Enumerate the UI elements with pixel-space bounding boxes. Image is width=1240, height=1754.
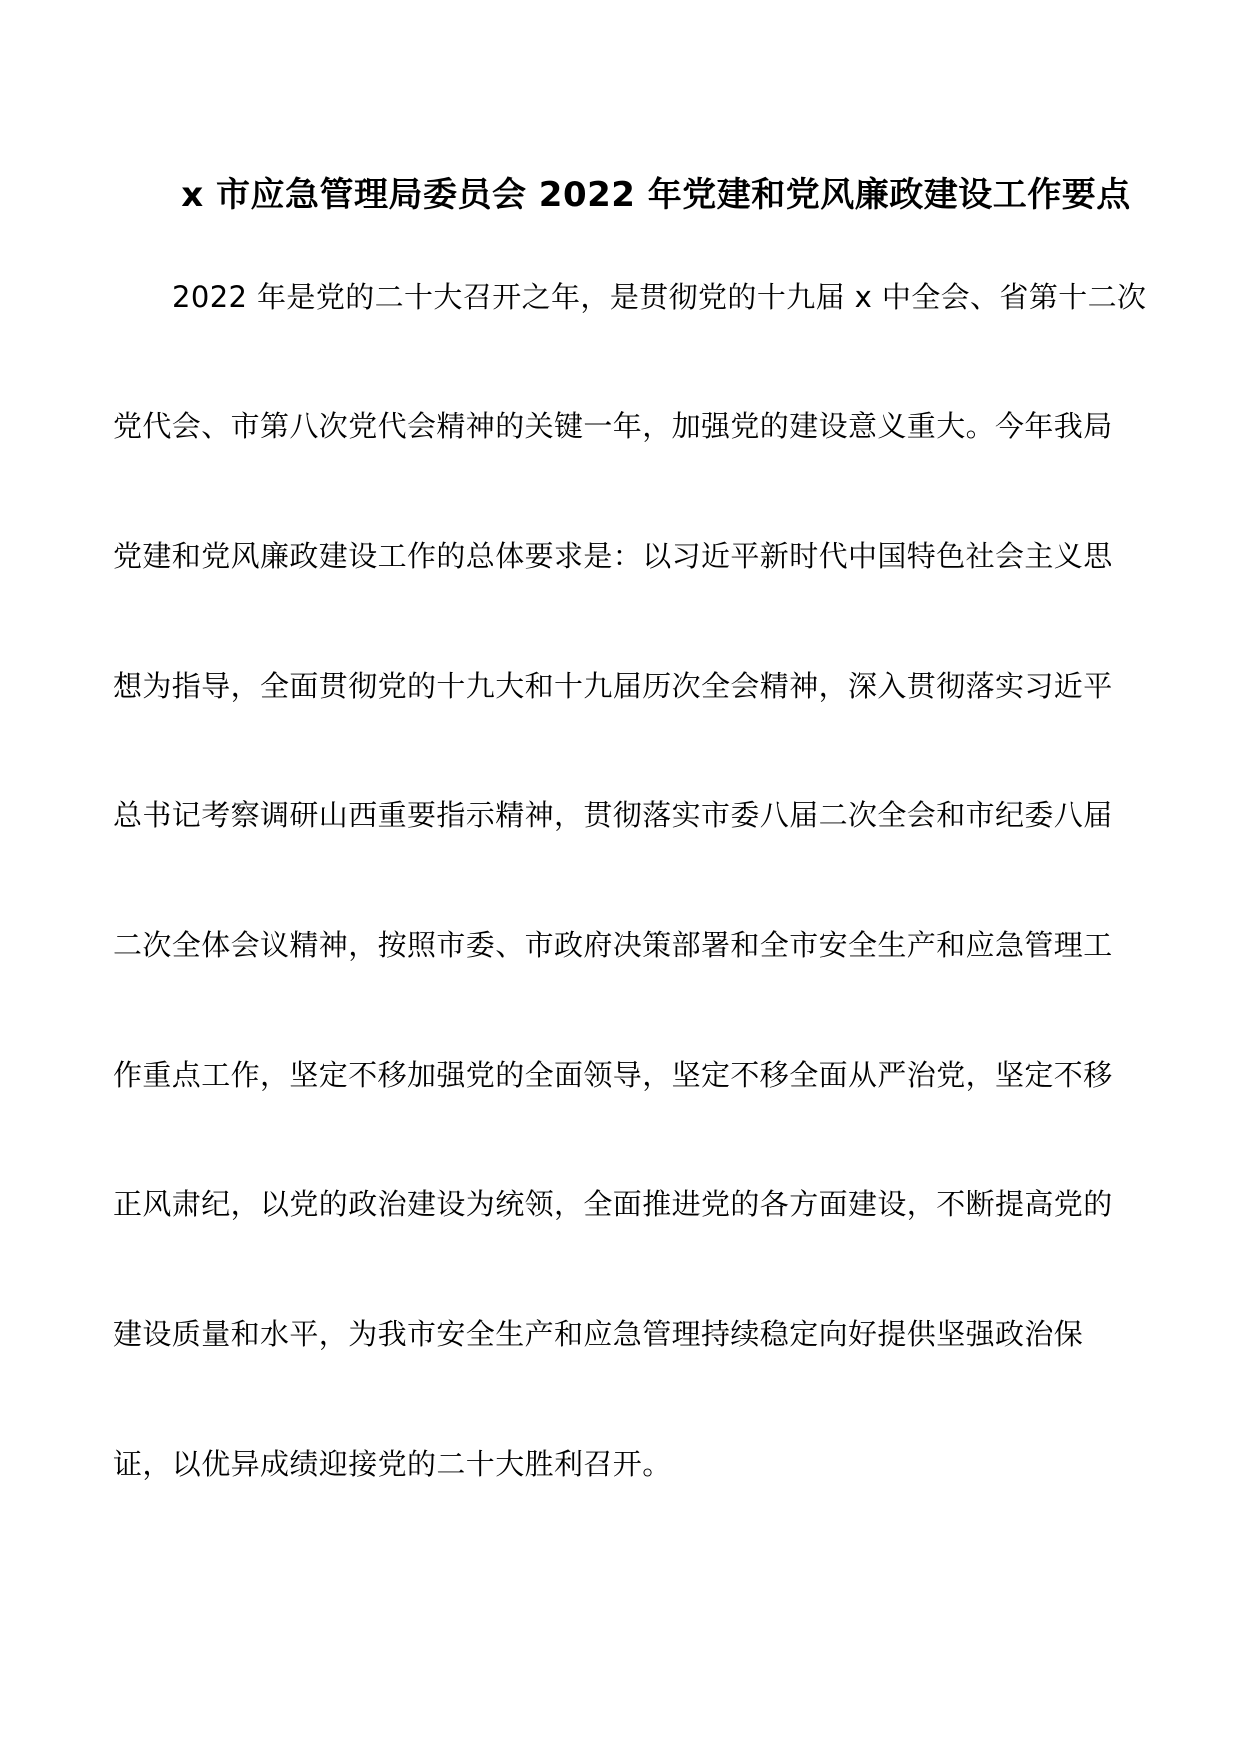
paragraph-line-6: 二次全体会议精神，按照市委、市政府决策部署和全市安全生产和应急管理工 xyxy=(113,928,1113,962)
paragraph-line-3: 党建和党风廉政建设工作的总体要求是：以习近平新时代中国特色社会主义思 xyxy=(113,539,1113,573)
paragraph-line-4: 想为指导，全面贯彻党的十九大和十九届历次全会精神，深入贯彻落实习近平 xyxy=(113,669,1113,703)
paragraph-line-5: 总书记考察调研山西重要指示精神，贯彻落实市委八届二次全会和市纪委八届 xyxy=(113,798,1113,832)
paragraph-line-1: 2022 年是党的二十大召开之年，是贯彻党的十九届 x 中全会、省第十二次 xyxy=(172,280,1147,314)
paragraph-line-8: 正风肃纪，以党的政治建设为统领，全面推进党的各方面建设，不断提高党的 xyxy=(113,1187,1113,1221)
paragraph-line-2: 党代会、市第八次党代会精神的关键一年，加强党的建设意义重大。今年我局 xyxy=(113,409,1113,443)
document-title: x 市应急管理局委员会 2022 年党建和党风廉政建设工作要点 xyxy=(181,175,1131,215)
paragraph-line-10: 证，以优异成绩迎接党的二十大胜利召开。 xyxy=(113,1447,672,1481)
paragraph-line-9: 建设质量和水平，为我市安全生产和应急管理持续稳定向好提供坚强政治保 xyxy=(113,1317,1084,1351)
paragraph-line-7: 作重点工作，坚定不移加强党的全面领导，坚定不移全面从严治党，坚定不移 xyxy=(113,1058,1113,1092)
